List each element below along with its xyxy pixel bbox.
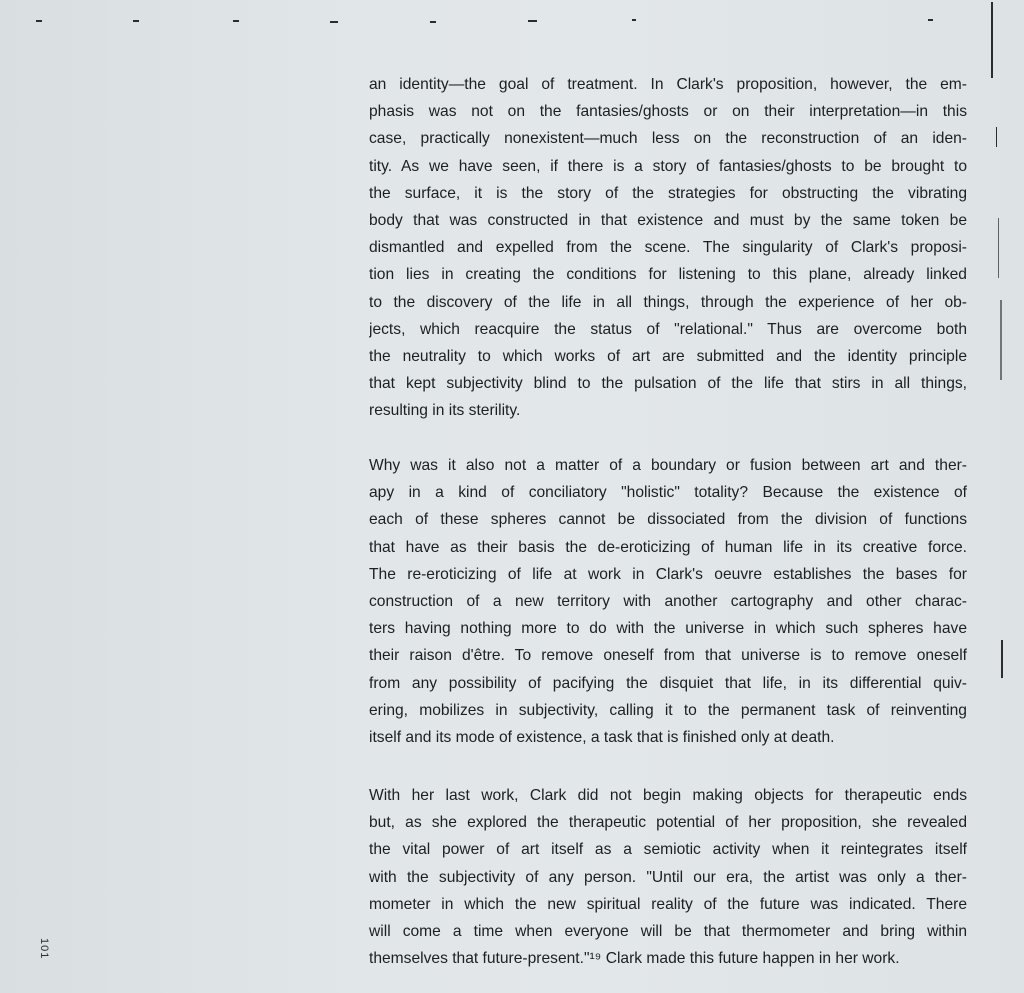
- text-line: With her last work, Clark did not begin making objects for therapeutic ends: [369, 787, 967, 804]
- scan-artifact: [430, 21, 436, 23]
- text-line: that kept subjectivity blind to the pulsation of the life that stirs in all things,: [369, 375, 967, 393]
- scan-artifact: [133, 20, 139, 22]
- text-line: that have as their basis the de-eroticizing of human life in its creative force.: [369, 538, 967, 556]
- text-line: themselves that future-present."¹⁹ Clark made this future happen in her work.: [369, 950, 900, 968]
- scan-artifact: [998, 218, 999, 278]
- text-line: construction of a new territory with another cartography and other charac-: [369, 592, 967, 610]
- scan-artifact: [36, 20, 42, 22]
- text-line: tity. As we have seen, if there is a story of fantasies/ghosts to be brought to: [369, 157, 967, 175]
- text-line: their raison d'être. To remove oneself from that universe is to remove oneself: [369, 647, 967, 665]
- text-line: Why was it also not a matter of a boundary or fusion between art and ther-: [369, 457, 967, 474]
- text-line: to the discovery of the life in all things, through the experience of her ob-: [369, 293, 967, 311]
- text-line: the surface, it is the story of the strategies for obstructing the vibrating: [369, 184, 967, 202]
- text-line: each of these spheres cannot be dissociated from the division of functions: [369, 511, 967, 529]
- paragraph-1: [369, 71, 967, 424]
- text-line: from any possibility of pacifying the disquiet that life, in its differential quiv-: [369, 674, 967, 692]
- text-line: will come a time when everyone will be that thermometer and bring within: [369, 922, 967, 940]
- text-line: The re-eroticizing of life at work in Clark's oeuvre establishes the bases for: [369, 565, 967, 583]
- scan-artifact: [1001, 640, 1003, 678]
- text-line: apy in a kind of conciliatory "holistic" totality? Because the existence of: [369, 484, 967, 502]
- text-line: an identity—the goal of treatment. In Clark's proposition, however, the em-: [369, 76, 967, 93]
- scan-artifact: [1000, 300, 1002, 380]
- text-line: body that was constructed in that existence and must by the same token be: [369, 211, 967, 229]
- text-line: dismantled and expelled from the scene. The singularity of Clark's proposi-: [369, 239, 967, 257]
- text-line: mometer in which the new spiritual reality of the future was indicated. There: [369, 895, 967, 913]
- text-line: but, as she explored the therapeutic potential of her proposition, she revealed: [369, 814, 967, 832]
- scan-artifact: [233, 20, 239, 22]
- text-line: ters having nothing more to do with the universe in which such spheres have: [369, 620, 967, 638]
- text-line: resulting in its sterility.: [369, 402, 521, 420]
- scan-artifact: [528, 20, 537, 22]
- scan-artifact: [991, 2, 993, 78]
- text-line: the neutrality to which works of art are submitted and the identity principle: [369, 347, 967, 365]
- scan-artifact: [928, 19, 933, 21]
- text-line: with the subjectivity of any person. "Until our era, the artist was only a ther-: [369, 868, 967, 886]
- text-line: itself and its mode of existence, a task that is finished only at death.: [369, 728, 835, 746]
- paragraph-3: [369, 782, 967, 972]
- scan-artifact: [632, 19, 636, 21]
- scan-artifact: [330, 21, 338, 23]
- page-number: 101: [38, 938, 50, 960]
- text-line: the vital power of art itself as a semiotic activity when it reintegrates itself: [369, 841, 967, 859]
- paragraph-2: [369, 452, 967, 751]
- text-line: jects, which reacquire the status of "relational." Thus are overcome both: [369, 320, 967, 338]
- text-line: case, practically nonexistent—much less on the reconstruction of an iden-: [369, 130, 967, 148]
- text-line: ering, mobilizes in subjectivity, calling it to the permanent task of reinventing: [369, 701, 967, 719]
- scan-artifact: [996, 127, 997, 147]
- text-line: phasis was not on the fantasies/ghosts or on their interpretation—in this: [369, 103, 967, 121]
- text-line: tion lies in creating the conditions for listening to this plane, already linked: [369, 266, 967, 284]
